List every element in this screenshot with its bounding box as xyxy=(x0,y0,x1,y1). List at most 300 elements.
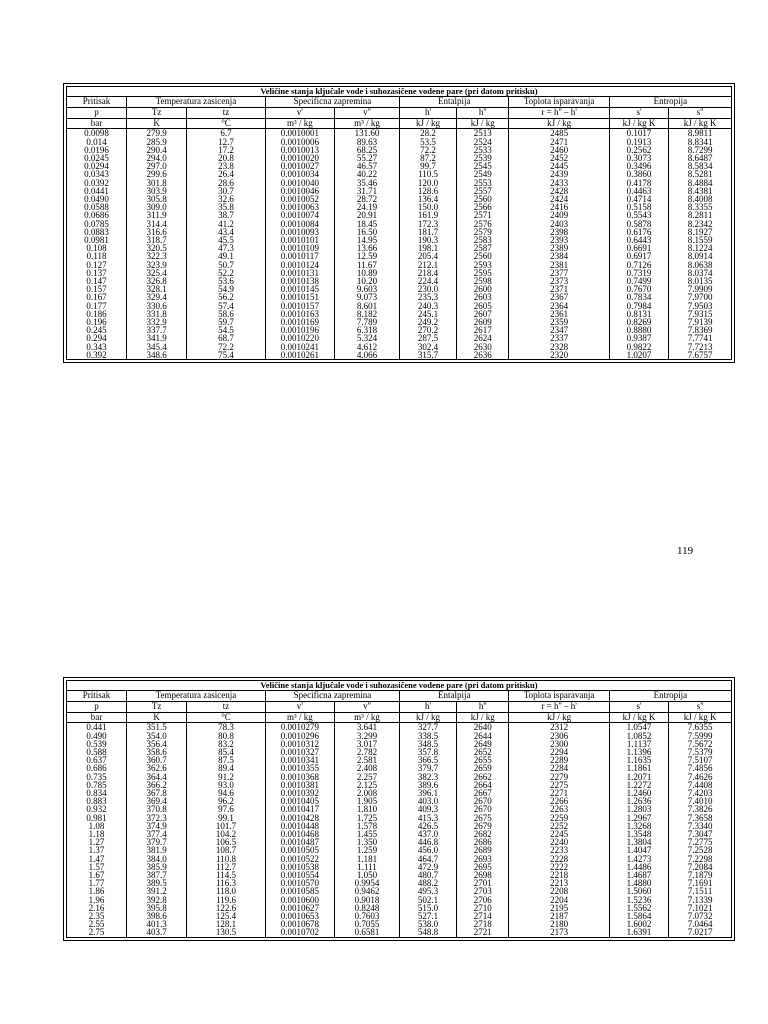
cell: 0.7499 xyxy=(609,277,668,285)
symbol-header: h'' xyxy=(457,701,509,712)
cell: 348.5 xyxy=(400,740,457,748)
table-row xyxy=(67,871,732,879)
cell: 2598 xyxy=(457,277,509,285)
cell: 384.0 xyxy=(127,855,187,863)
cell: 49.1 xyxy=(187,252,266,260)
cell: 1.0547 xyxy=(609,723,668,732)
cell: 0.0010063 xyxy=(265,203,334,211)
cell: 0.014 xyxy=(67,138,127,146)
cell: 2337 xyxy=(509,334,609,342)
cell: 1.47 xyxy=(67,855,127,863)
table-row xyxy=(67,740,732,748)
cell: 93.0 xyxy=(187,781,266,789)
cell: 8.7299 xyxy=(669,146,732,154)
cell: 12.59 xyxy=(334,252,399,260)
table-row xyxy=(67,228,732,236)
cell: 1.0207 xyxy=(609,351,668,360)
cell: 20.8 xyxy=(187,154,266,162)
cell: 4.066 xyxy=(334,351,399,360)
cell: 2.75 xyxy=(67,928,127,937)
cell: 8.2811 xyxy=(669,211,732,219)
cell: 341.9 xyxy=(127,334,187,342)
cell: 0.0010196 xyxy=(265,326,334,334)
cell: 2710 xyxy=(457,904,509,912)
cell: 2306 xyxy=(509,732,609,740)
cell: 0.392 xyxy=(67,351,127,360)
cell: 401.3 xyxy=(127,920,187,928)
group-header-saturation-temperature: Temperatura zasicenja xyxy=(127,97,266,108)
cell: 2689 xyxy=(457,846,509,854)
symbol-header: s' xyxy=(609,701,668,712)
cell: 2403 xyxy=(509,220,609,228)
group-header-heat-of-vaporization: Toplota isparavanja xyxy=(509,691,609,702)
cell: 389.6 xyxy=(400,781,457,789)
cell: 2571 xyxy=(457,211,509,219)
cell: 50.7 xyxy=(187,261,266,269)
cell: 2173 xyxy=(509,928,609,937)
table-row xyxy=(67,920,732,928)
cell: 3.017 xyxy=(334,740,399,748)
cell: 5.324 xyxy=(334,334,399,342)
symbol-header: tz xyxy=(187,107,266,118)
cell: 54.5 xyxy=(187,326,266,334)
cell: 104.2 xyxy=(187,830,266,838)
cell: 1.18 xyxy=(67,830,127,838)
cell: 7.4856 xyxy=(669,764,732,772)
symbol-header: h'' xyxy=(457,107,509,118)
table-row xyxy=(67,170,732,178)
cell: 0.0010428 xyxy=(265,814,334,822)
cell: 8.0638 xyxy=(669,261,732,269)
cell: 68.7 xyxy=(187,334,266,342)
table-row xyxy=(67,764,732,772)
cell: 2549 xyxy=(457,170,509,178)
cell: 7.2775 xyxy=(669,838,732,846)
cell: 7.8369 xyxy=(669,326,732,334)
cell: 327.7 xyxy=(400,723,457,732)
cell: 7.1021 xyxy=(669,904,732,912)
table-row xyxy=(67,773,732,781)
cell: 31.71 xyxy=(334,187,399,195)
cell: 287.5 xyxy=(400,334,457,342)
cell: 548.8 xyxy=(400,928,457,937)
cell: 7.7213 xyxy=(669,343,732,351)
cell: 120.0 xyxy=(400,179,457,187)
cell: 8.0135 xyxy=(669,277,732,285)
cell: 0.0010678 xyxy=(265,920,334,928)
cell: 7.6355 xyxy=(669,723,732,732)
cell: 0.441 xyxy=(67,723,127,732)
cell: 325.4 xyxy=(127,269,187,277)
cell: 0.0010117 xyxy=(265,252,334,260)
cell: 2245 xyxy=(509,830,609,838)
symbol-header: r = h'' – h' xyxy=(509,107,609,118)
cell: 0.0010040 xyxy=(265,179,334,187)
cell: 0.6581 xyxy=(334,928,399,937)
cell: 218.4 xyxy=(400,269,457,277)
cell: 2524 xyxy=(457,138,509,146)
cell: 7.6757 xyxy=(669,351,732,360)
cell: 2271 xyxy=(509,789,609,797)
cell: 2609 xyxy=(457,318,509,326)
cell: 2640 xyxy=(457,723,509,732)
cell: 0.0010074 xyxy=(265,211,334,219)
cell: 16.50 xyxy=(334,228,399,236)
cell: 2695 xyxy=(457,863,509,871)
cell: 130.5 xyxy=(187,928,266,937)
cell: 488.2 xyxy=(400,879,457,887)
cell: 294.0 xyxy=(127,154,187,162)
cell: 32.6 xyxy=(187,195,266,203)
cell: 119.6 xyxy=(187,896,266,904)
cell: 2279 xyxy=(509,773,609,781)
cell: 0.0010505 xyxy=(265,846,334,854)
cell: 116.3 xyxy=(187,879,266,887)
cell: 35.8 xyxy=(187,203,266,211)
cell: 1.2460 xyxy=(609,789,668,797)
cell: 358.6 xyxy=(127,748,187,756)
cell: 2381 xyxy=(509,261,609,269)
cell: 2649 xyxy=(457,740,509,748)
table-title-row xyxy=(67,87,732,97)
cell: 7.2298 xyxy=(669,855,732,863)
cell: 0.7319 xyxy=(609,269,668,277)
cell: 18.45 xyxy=(334,220,399,228)
cell: 2.35 xyxy=(67,912,127,920)
cell: 0.0010554 xyxy=(265,871,334,879)
cell: 0.0010381 xyxy=(265,781,334,789)
cell: 302.4 xyxy=(400,343,457,351)
cell: 315.7 xyxy=(400,351,457,360)
cell: 8.8341 xyxy=(669,138,732,146)
cell: 2706 xyxy=(457,896,509,904)
cell: 1.1861 xyxy=(609,764,668,772)
cell: 2655 xyxy=(457,756,509,764)
cell: 7.3340 xyxy=(669,822,732,830)
cell: 172.3 xyxy=(400,220,457,228)
cell: 85.4 xyxy=(187,748,266,756)
table-row xyxy=(67,236,732,244)
cell: 395.8 xyxy=(127,904,187,912)
cell: 0.785 xyxy=(67,781,127,789)
cell: 0.0010570 xyxy=(265,879,334,887)
table-row xyxy=(67,179,732,187)
unit-header: m³ / kg xyxy=(334,712,399,723)
cell: 1.08 xyxy=(67,822,127,830)
cell: 8.5834 xyxy=(669,162,732,170)
cell: 2.782 xyxy=(334,748,399,756)
cell: 0.588 xyxy=(67,748,127,756)
cell: 364.4 xyxy=(127,773,187,781)
table-row xyxy=(67,326,732,334)
cell: 2624 xyxy=(457,334,509,342)
cell: 0.4463 xyxy=(609,187,668,195)
cell: 89.63 xyxy=(334,138,399,146)
unit-header: °C xyxy=(187,712,266,723)
table-row xyxy=(67,211,732,219)
cell: 7.4203 xyxy=(669,789,732,797)
cell: 46.57 xyxy=(334,162,399,170)
unit-header: kJ / kg xyxy=(400,712,457,723)
cell: 356.4 xyxy=(127,740,187,748)
cell: 12.7 xyxy=(187,138,266,146)
cell: 1.2636 xyxy=(609,797,668,805)
cell: 2587 xyxy=(457,244,509,252)
table-row xyxy=(67,203,732,211)
cell: 1.1396 xyxy=(609,748,668,756)
cell: 212.1 xyxy=(400,261,457,269)
cell: 58.6 xyxy=(187,310,266,318)
cell: 45.5 xyxy=(187,236,266,244)
cell: 0.0010600 xyxy=(265,896,334,904)
cell: 47.3 xyxy=(187,244,266,252)
cell: 2213 xyxy=(509,879,609,887)
cell: 87.2 xyxy=(400,154,457,162)
cell: 2195 xyxy=(509,904,609,912)
table-row xyxy=(67,310,732,318)
cell: 0.186 xyxy=(67,310,127,318)
cell: 279.9 xyxy=(127,129,187,138)
cell: 7.4010 xyxy=(669,797,732,805)
symbol-header: s'' xyxy=(669,107,732,118)
cell: 8.182 xyxy=(334,310,399,318)
cell: 0.7126 xyxy=(609,261,668,269)
table-row xyxy=(67,732,732,740)
cell: 403.7 xyxy=(127,928,187,937)
symbol-header: h' xyxy=(400,701,457,712)
symbol-header: v' xyxy=(265,701,334,712)
cell: 348.6 xyxy=(127,351,187,360)
cell: 372.3 xyxy=(127,814,187,822)
table-row xyxy=(67,805,732,813)
unit-header: K xyxy=(127,712,187,723)
cell: 0.8131 xyxy=(609,310,668,318)
group-header-pressure: Pritisak xyxy=(67,691,127,702)
cell: 94.6 xyxy=(187,789,266,797)
table-row xyxy=(67,318,732,326)
cell: 0.6443 xyxy=(609,236,668,244)
cell: 7.789 xyxy=(334,318,399,326)
cell: 53.5 xyxy=(400,138,457,146)
cell: 8.601 xyxy=(334,302,399,310)
cell: 2607 xyxy=(457,310,509,318)
symbol-header: v'' xyxy=(334,701,399,712)
cell: 26.4 xyxy=(187,170,266,178)
cell: 2328 xyxy=(509,343,609,351)
cell: 28.72 xyxy=(334,195,399,203)
cell: 114.5 xyxy=(187,871,266,879)
cell: 0.0010006 xyxy=(265,138,334,146)
cell: 0.0010368 xyxy=(265,773,334,781)
cell: 110.5 xyxy=(400,170,457,178)
cell: 464.7 xyxy=(400,855,457,863)
symbol-header-row xyxy=(67,107,732,118)
cell: 118.0 xyxy=(187,887,266,895)
cell: 0.7670 xyxy=(609,285,668,293)
cell: 40.22 xyxy=(334,170,399,178)
cell: 0.0010093 xyxy=(265,228,334,236)
table-row xyxy=(67,756,732,764)
cell: 30.7 xyxy=(187,187,266,195)
cell: 2180 xyxy=(509,920,609,928)
cell: 7.4626 xyxy=(669,773,732,781)
cell: 2347 xyxy=(509,326,609,334)
table-row xyxy=(67,830,732,838)
unit-header: kJ / kg xyxy=(509,118,609,129)
cell: 0.0392 xyxy=(67,179,127,187)
cell: 7.9909 xyxy=(669,285,732,293)
cell: 2320 xyxy=(509,351,609,360)
cell: 2275 xyxy=(509,781,609,789)
cell: 369.4 xyxy=(127,797,187,805)
cell: 345.4 xyxy=(127,343,187,351)
cell: 2576 xyxy=(457,220,509,228)
cell: 332.9 xyxy=(127,318,187,326)
cell: 1.4273 xyxy=(609,855,668,863)
cell: 8.4884 xyxy=(669,179,732,187)
cell: 326.8 xyxy=(127,277,187,285)
cell: 2679 xyxy=(457,822,509,830)
cell: 1.4486 xyxy=(609,863,668,871)
cell: 2605 xyxy=(457,302,509,310)
cell: 0.9954 xyxy=(334,879,399,887)
cell: 0.0010538 xyxy=(265,863,334,871)
table-body xyxy=(67,129,732,360)
page-number: 119 xyxy=(677,545,694,557)
symbol-header: v' xyxy=(265,107,334,118)
table-row xyxy=(67,162,732,170)
cell: 0.0010163 xyxy=(265,310,334,318)
cell: 2233 xyxy=(509,846,609,854)
cell: 437.0 xyxy=(400,830,457,838)
cell: 2701 xyxy=(457,879,509,887)
cell: 0.3860 xyxy=(609,170,668,178)
cell: 2222 xyxy=(509,863,609,871)
symbol-header: r = h'' – h' xyxy=(509,701,609,712)
cell: 38.7 xyxy=(187,211,266,219)
cell: 2252 xyxy=(509,822,609,830)
cell: 0.0010124 xyxy=(265,261,334,269)
cell: 2644 xyxy=(457,732,509,740)
cell: 381.9 xyxy=(127,846,187,854)
cell: 366.5 xyxy=(400,756,457,764)
cell: 8.6487 xyxy=(669,154,732,162)
cell: 1.810 xyxy=(334,805,399,813)
cell: 80.8 xyxy=(187,732,266,740)
cell: 2630 xyxy=(457,343,509,351)
table-row xyxy=(67,252,732,260)
cell: 2393 xyxy=(509,236,609,244)
steam-table-1-grid xyxy=(66,86,732,360)
cell: 1.57 xyxy=(67,863,127,871)
cell: 0.0010034 xyxy=(265,170,334,178)
cell: 409.3 xyxy=(400,805,457,813)
cell: 0.127 xyxy=(67,261,127,269)
cell: 1.5864 xyxy=(609,912,668,920)
cell: 0.0981 xyxy=(67,236,127,244)
cell: 0.637 xyxy=(67,756,127,764)
cell: 1.37 xyxy=(67,846,127,854)
cell: 7.1511 xyxy=(669,887,732,895)
cell: 2228 xyxy=(509,855,609,863)
cell: 0.0686 xyxy=(67,211,127,219)
cell: 2714 xyxy=(457,912,509,920)
cell: 0.0245 xyxy=(67,154,127,162)
cell: 7.7741 xyxy=(669,334,732,342)
cell: 7.5999 xyxy=(669,732,732,740)
cell: 1.3548 xyxy=(609,830,668,838)
table-row xyxy=(67,334,732,342)
cell: 2364 xyxy=(509,302,609,310)
cell: 0.539 xyxy=(67,740,127,748)
cell: 7.9315 xyxy=(669,310,732,318)
cell: 377.4 xyxy=(127,830,187,838)
unit-header: kJ / kg xyxy=(457,118,509,129)
table-row xyxy=(67,261,732,269)
table-row xyxy=(67,351,732,360)
cell: 285.9 xyxy=(127,138,187,146)
cell: 2384 xyxy=(509,252,609,260)
cell: 391.2 xyxy=(127,887,187,895)
cell: 2359 xyxy=(509,318,609,326)
cell: 7.1339 xyxy=(669,896,732,904)
cell: 314.4 xyxy=(127,220,187,228)
cell: 2664 xyxy=(457,781,509,789)
cell: 0.0010405 xyxy=(265,797,334,805)
cell: 0.490 xyxy=(67,732,127,740)
cell: 235.3 xyxy=(400,293,457,301)
group-header-entropy: Entropija xyxy=(609,97,731,108)
cell: 0.9462 xyxy=(334,887,399,895)
cell: 2218 xyxy=(509,871,609,879)
cell: 78.3 xyxy=(187,723,266,732)
cell: 1.5060 xyxy=(609,887,668,895)
cell: 311.9 xyxy=(127,211,187,219)
cell: 330.6 xyxy=(127,302,187,310)
unit-header: kJ / kg K xyxy=(609,712,668,723)
cell: 2485 xyxy=(509,129,609,138)
cell: 2539 xyxy=(457,154,509,162)
cell: 0.0010109 xyxy=(265,244,334,252)
cell: 2682 xyxy=(457,830,509,838)
cell: 2361 xyxy=(509,310,609,318)
cell: 502.1 xyxy=(400,896,457,904)
cell: 0.0010101 xyxy=(265,236,334,244)
cell: 128.6 xyxy=(400,187,457,195)
cell: 1.455 xyxy=(334,830,399,838)
unit-header-row xyxy=(67,712,732,723)
cell: 0.108 xyxy=(67,244,127,252)
cell: 1.2803 xyxy=(609,805,668,813)
cell: 0.0490 xyxy=(67,195,127,203)
cell: 10.20 xyxy=(334,277,399,285)
table-row xyxy=(67,814,732,822)
cell: 0.0010084 xyxy=(265,220,334,228)
cell: 41.2 xyxy=(187,220,266,228)
unit-header: m³ / kg xyxy=(334,118,399,129)
cell: 2670 xyxy=(457,805,509,813)
cell: 1.4047 xyxy=(609,846,668,854)
cell: 362.6 xyxy=(127,764,187,772)
cell: 2294 xyxy=(509,748,609,756)
table-row xyxy=(67,789,732,797)
table-row xyxy=(67,896,732,904)
cell: 2595 xyxy=(457,269,509,277)
table-row xyxy=(67,154,732,162)
cell: 59.7 xyxy=(187,318,266,326)
cell: 13.66 xyxy=(334,244,399,252)
cell: 3.641 xyxy=(334,723,399,732)
